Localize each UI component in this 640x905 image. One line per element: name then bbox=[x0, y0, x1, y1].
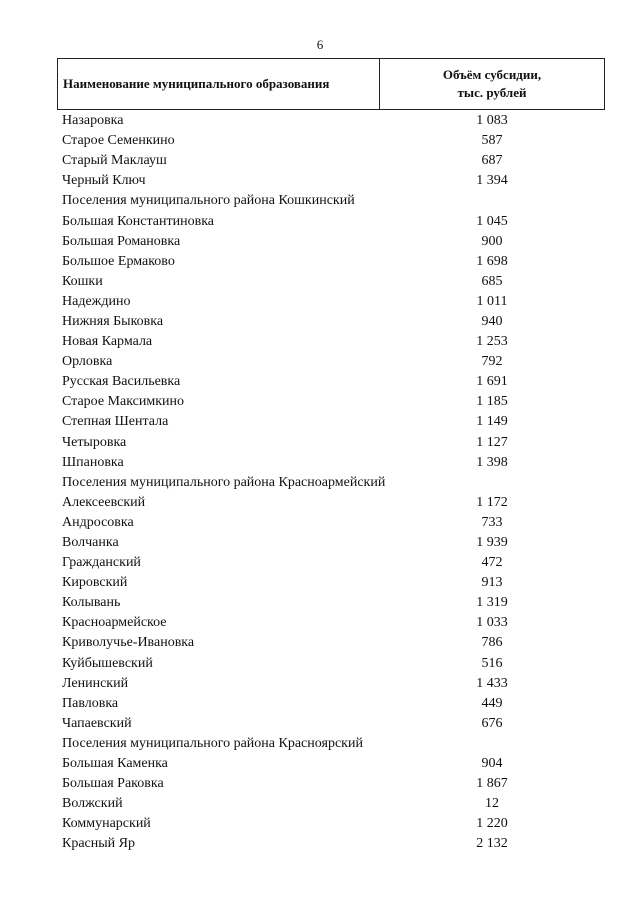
subsidy-value: 904 bbox=[481, 756, 503, 772]
column-header-name: Наименование муниципального образования bbox=[58, 59, 380, 109]
subsidy-value: 1 172 bbox=[476, 494, 508, 510]
municipality-name: Куйбышевский bbox=[62, 655, 153, 671]
table-row bbox=[62, 352, 605, 372]
subsidy-value: 1 149 bbox=[476, 414, 508, 430]
municipality-name: Большая Романовка bbox=[62, 233, 181, 249]
subsidy-value: 1 220 bbox=[476, 816, 508, 832]
table-row bbox=[62, 493, 605, 513]
municipality-name: Чапаевский bbox=[62, 715, 132, 731]
table-row bbox=[62, 392, 605, 412]
subsidy-value: 733 bbox=[481, 514, 503, 530]
municipality-name: Надеждино bbox=[62, 293, 131, 309]
municipality-name: Волчанка bbox=[62, 535, 119, 551]
table-row bbox=[62, 593, 605, 613]
subsidy-value: 1 433 bbox=[476, 675, 508, 691]
municipality-name: Андросовка bbox=[62, 514, 134, 530]
subsidy-value: 1 083 bbox=[476, 113, 508, 129]
municipality-name: Алексеевский bbox=[62, 494, 146, 510]
municipality-name: Ленинский bbox=[62, 675, 129, 691]
section-heading-row bbox=[62, 734, 605, 754]
municipality-name: Большое Ермаково bbox=[62, 253, 175, 269]
table-row bbox=[62, 794, 605, 814]
municipality-name: Назаровка bbox=[62, 113, 124, 129]
table-row bbox=[62, 714, 605, 734]
table-row bbox=[62, 332, 605, 352]
table-row bbox=[62, 754, 605, 774]
subsidy-value: 12 bbox=[485, 796, 499, 812]
table-row bbox=[62, 633, 605, 653]
municipality-name: Четыровка bbox=[62, 434, 127, 450]
subsidy-value: 786 bbox=[481, 635, 503, 651]
table-row bbox=[62, 252, 605, 272]
municipality-name: Красноармейское bbox=[62, 615, 167, 631]
subsidy-value: 1 011 bbox=[476, 293, 508, 309]
table-row bbox=[62, 533, 605, 553]
table-row bbox=[62, 312, 605, 332]
municipality-name: Черный Ключ bbox=[62, 173, 146, 189]
municipality-name: Старый Маклауш bbox=[62, 153, 167, 169]
column-header-value bbox=[380, 59, 604, 109]
column-header-value-line1: Объём субсидии, bbox=[442, 67, 542, 82]
municipality-name: Большая Константиновка bbox=[62, 213, 215, 229]
municipality-name: Гражданский bbox=[62, 555, 141, 571]
column-header-value-line2: тыс. рублей bbox=[457, 85, 527, 100]
table-row bbox=[62, 553, 605, 573]
table-row bbox=[62, 573, 605, 593]
subsidy-value: 587 bbox=[481, 133, 503, 149]
table-row bbox=[62, 694, 605, 714]
subsidy-value: 1 939 bbox=[476, 535, 508, 551]
page-number: 6 bbox=[316, 37, 324, 52]
subsidy-value: 2 132 bbox=[476, 836, 508, 852]
subsidy-value: 449 bbox=[481, 695, 503, 711]
municipality-name: Волжский bbox=[62, 796, 123, 812]
table-row bbox=[62, 834, 605, 854]
subsidy-value: 1 045 bbox=[476, 213, 508, 229]
subsidy-value: 472 bbox=[481, 555, 503, 571]
table-row bbox=[62, 372, 605, 392]
subsidy-value: 1 185 bbox=[476, 394, 508, 410]
table-header bbox=[57, 58, 605, 110]
municipality-name: Русская Васильевка bbox=[62, 374, 181, 390]
table-body bbox=[62, 111, 605, 854]
section-heading-row bbox=[62, 473, 605, 493]
subsidy-value: 1 691 bbox=[476, 374, 508, 390]
subsidy-value: 1 033 bbox=[476, 615, 508, 631]
municipality-name: Поселения муниципального района Красноармейский bbox=[62, 474, 386, 490]
table-row bbox=[62, 814, 605, 834]
subsidy-value: 1 698 bbox=[476, 253, 508, 269]
municipality-name: Орловка bbox=[62, 354, 113, 370]
table-row bbox=[62, 292, 605, 312]
municipality-name: Кировский bbox=[62, 575, 128, 591]
municipality-name: Кошки bbox=[62, 273, 103, 289]
municipality-name: Криволучье-Ивановка bbox=[62, 635, 195, 651]
subsidy-value: 1 127 bbox=[476, 434, 508, 450]
subsidy-value: 687 bbox=[481, 153, 503, 169]
municipality-name: Коммунарский bbox=[62, 816, 151, 832]
table-row bbox=[62, 613, 605, 633]
table-row bbox=[62, 232, 605, 252]
table-row bbox=[62, 131, 605, 151]
municipality-name: Нижняя Быковка bbox=[62, 313, 164, 329]
municipality-name: Поселения муниципального района Красноярский bbox=[62, 735, 363, 751]
municipality-name: Новая Кармала bbox=[62, 334, 153, 350]
subsidy-value: 1 398 bbox=[476, 454, 508, 470]
municipality-name: Поселения муниципального района Кошкинский bbox=[62, 193, 355, 209]
municipality-name: Колывань bbox=[62, 595, 121, 611]
municipality-name: Шпановка bbox=[62, 454, 124, 470]
municipality-name: Старое Максимкино bbox=[62, 394, 185, 410]
table-row bbox=[62, 111, 605, 131]
subsidy-value: 1 867 bbox=[476, 776, 508, 792]
municipality-name: Большая Раковка bbox=[62, 776, 164, 792]
subsidy-value: 516 bbox=[481, 655, 503, 671]
table-row bbox=[62, 654, 605, 674]
table-row bbox=[62, 272, 605, 292]
subsidy-value: 676 bbox=[481, 715, 503, 731]
table-row bbox=[62, 513, 605, 533]
table-row bbox=[62, 674, 605, 694]
subsidy-value: 792 bbox=[481, 354, 503, 370]
subsidy-value: 1 394 bbox=[476, 173, 508, 189]
municipality-name: Старое Семенкино bbox=[62, 133, 175, 149]
municipality-name: Степная Шентала bbox=[62, 414, 169, 430]
municipality-name: Красный Яр bbox=[62, 836, 135, 852]
table-row bbox=[62, 774, 605, 794]
subsidy-value: 940 bbox=[481, 313, 503, 329]
table-row bbox=[62, 171, 605, 191]
section-heading-row bbox=[62, 191, 605, 211]
table-row bbox=[62, 412, 605, 432]
subsidy-value: 900 bbox=[481, 233, 503, 249]
subsidy-value: 1 319 bbox=[476, 595, 508, 611]
table-row bbox=[62, 151, 605, 171]
table-row bbox=[62, 453, 605, 473]
subsidy-value: 1 253 bbox=[476, 334, 508, 350]
municipality-name: Павловка bbox=[62, 695, 119, 711]
municipality-name: Большая Каменка bbox=[62, 756, 168, 772]
table-row bbox=[62, 211, 605, 231]
table-row bbox=[62, 433, 605, 453]
subsidy-value: 913 bbox=[481, 575, 503, 591]
subsidy-value: 685 bbox=[481, 273, 503, 289]
